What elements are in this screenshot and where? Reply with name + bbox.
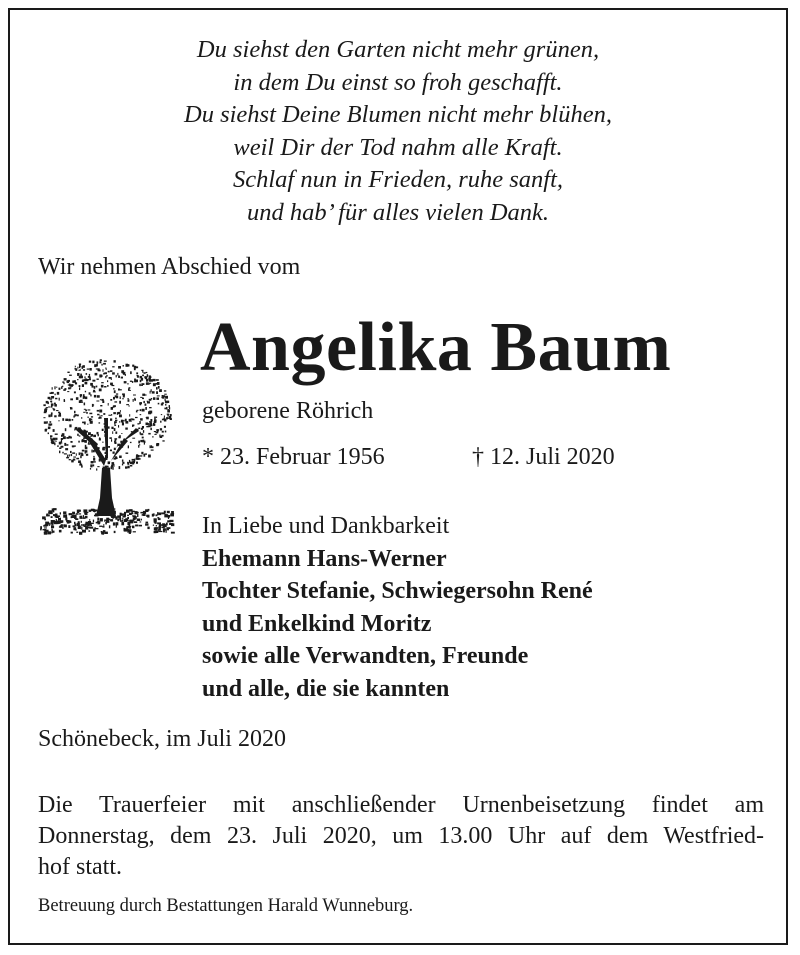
poem-line: Du siehst den Garten nicht mehr grünen, <box>196 36 600 63</box>
poem-line: weil Dir der Tod nahm alle Kraft. <box>233 133 563 161</box>
birth-date: * 23. Februar 1956 <box>202 444 385 470</box>
poem-line: in dem Du einst so froh geschafft. <box>233 68 563 96</box>
mourner-line: und Enkelkind Moritz <box>202 610 432 637</box>
obituary-notice <box>8 8 788 945</box>
deceased-name: Angelika Baum <box>200 309 672 386</box>
death-date: † 12. Juli 2020 <box>472 444 615 470</box>
poem-line: Du siehst Deine Blumen nicht mehr blühen, <box>184 101 612 128</box>
service-line: Die Trauerfeier mit anschließender Urnenbeisetzung findet am <box>38 792 764 818</box>
poem-line: und hab’ für alles vielen Dank. <box>246 198 550 226</box>
funeral-home: Betreuung durch Bestattungen Harald Wunneburg. <box>38 896 414 916</box>
service-info <box>38 790 764 883</box>
mourner-line: Tochter Stefanie, Schwiegersohn René <box>202 578 593 604</box>
mourner-line: sowie alle Verwandten, Freunde <box>202 643 529 669</box>
poem-line: Schlaf nun in Frieden, ruhe sanft, <box>232 166 564 193</box>
poem <box>10 34 786 229</box>
birth-name: geborene Röhrich <box>202 398 374 424</box>
mourner-line: Ehemann Hans-Werner <box>202 545 447 572</box>
mourners <box>202 510 593 705</box>
service-line: hof statt. <box>38 854 122 880</box>
tree-icon <box>36 348 176 538</box>
farewell-intro: Wir nehmen Abschied vom <box>38 254 301 280</box>
mourners-intro: In Liebe und Dankbarkeit <box>202 513 450 539</box>
place-date: Schönebeck, im Juli 2020 <box>38 726 286 752</box>
life-dates <box>202 444 615 471</box>
service-line: Donnerstag, dem 23. Juli 2020, um 13.00 Uhr auf dem Westfried- <box>38 823 764 849</box>
mourner-line: und alle, die sie kannten <box>202 675 450 702</box>
